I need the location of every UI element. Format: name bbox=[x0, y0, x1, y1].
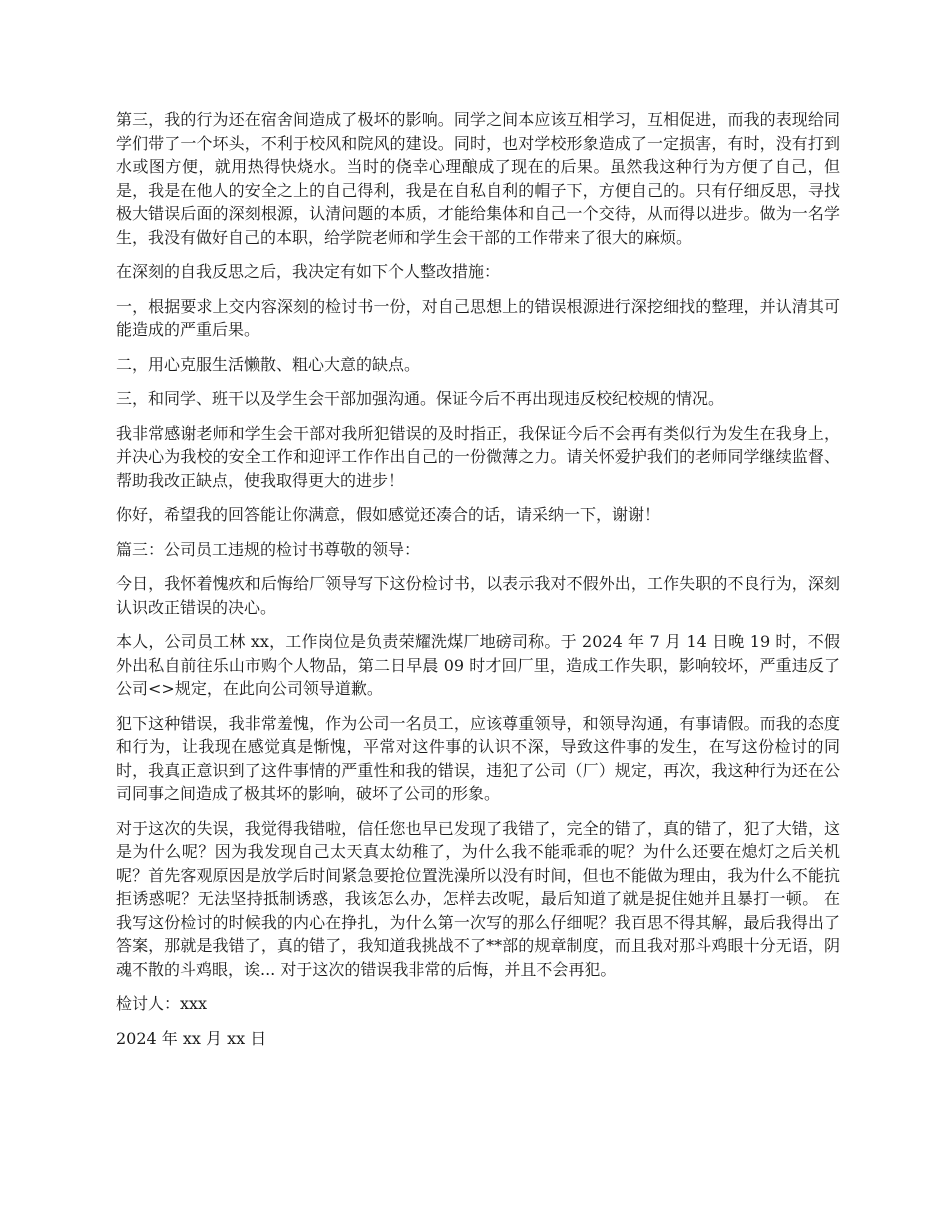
paragraph-measure-1: 一，根据要求上交内容深刻的检讨书一份，对自己思想上的错误根源进行深挖细找的整理，并认清其可能造成的严重后果。 bbox=[116, 296, 840, 339]
paragraph-measure-2: 二，用心克服生活懒散、粗心大意的缺点。 bbox=[116, 354, 421, 374]
paragraph-reflection: 犯下这种错误，我非常羞愧，作为公司一名员工，应该尊重领导，和领导沟通，有事请假。而我的态度和行为，让我现在感觉真是惭愧，平常对这件事的认识不深，导致这件事的发生，在写这份检讨的同时，我真正意识到了这件事情的严重性和我的错误，违犯了公司（厂）规定，再次，我这种行为还在公司同事之间造成了极其坏的影响，破坏了公司的形象。 bbox=[116, 713, 840, 803]
document-body bbox=[116, 108, 840, 1061]
paragraph-incident: 本人，公司员工林 xx，工作岗位是负责荣耀洗煤厂地磅司称。于 2024 年 7 月 14 日晚 19 时，不假外出私自前往乐山市购个人物品，第二日早晨 09 时才回厂里，造成工作失职，影响较坏，严重违反了公司<>规定，在此向公司领导道歉。 bbox=[116, 632, 840, 698]
signature-line: 检讨人：xxx bbox=[116, 994, 208, 1013]
paragraph-reply-note: 你好，希望我的回答能让你满意，假如感觉还凑合的话，请采纳一下，谢谢！ bbox=[116, 505, 661, 524]
paragraph-measures-intro: 在深刻的自我反思之后，我决定有如下个人整改措施： bbox=[116, 262, 501, 281]
paragraph-opening: 今日，我怀着愧疚和后悔给厂领导写下这份检讨书，以表示我对不假外出，工作失职的不良行为，深刻认识改正错误的决心。 bbox=[116, 574, 840, 617]
paragraph-measure-3: 三，和同学、班干以及学生会干部加强沟通。保证今后不再出现违反校纪校规的情况。 bbox=[116, 389, 725, 408]
section-heading-part-three: 篇三：公司员工违规的检讨书尊敬的领导： bbox=[116, 539, 421, 559]
paragraph-dorm-impact: 第三，我的行为还在宿舍间造成了极坏的影响。同学之间本应该互相学习，互相促进，而我的表现给同学们带了一个坏头，不利于校风和院风的建设。同时，也对学校形象造成了一定损害，有时，没有打到水或图方便，就用热得快烧水。当时的侥幸心理酿成了现在的后果。虽然我这种行为方便了自己，但是，我是在他人的安全之上的自己得利，我是在自私自利的帽子下，方便自己的。只有仔细反思，寻找极大错误后面的深刻根源，认清问题的本质，才能给集体和自己一个交待，从而得以进步。做为一名学生，我没有做好自己的本职，给学院老师和学生会干部的工作带来了很大的麻烦。 bbox=[116, 110, 840, 247]
paragraph-thanks: 我非常感谢老师和学生会干部对我所犯错误的及时指正，我保证今后不会再有类似行为发生在我身上，并决心为我校的安全工作和迎评工作作出自己的一份微薄之力。请关怀爱护我们的老师同学继续监督、帮助我改正缺点，使我取得更大的进步！ bbox=[116, 423, 840, 490]
paragraph-mistake: 对于这次的失误，我觉得我错啦，信任您也早已发现了我错了，完全的错了，真的错了，犯了大错，这是为什么呢？因为我发现自己太天真太幼稚了，为什么我不能乖乖的呢？为什么还要在熄灯之后关机呢？首先客观原因是放学后时间紧急要抢位置洗澡所以没有时间，但也不能做为理由，我为什么不能抗拒诱惑呢？无法坚持抵制诱惑，我该怎么办，怎样去改呢，最后知道了就是捉住她并且暴打一顿。 在我写这份检讨的时候我的内心在挣扎，为什么第一次写的那么仔细呢？我百思不得其解，最后我得出了答案，那就是我错了，真的错了，我知道我挑战不了**部的规章制度，而且我对那斗鸡眼十分无语，阴魂不散的斗鸡眼，诶... 对于这次的错误我非常的后悔，并且不会再犯。 bbox=[116, 818, 840, 979]
date-line: 2024 年 xx 月 xx 日 bbox=[116, 1028, 267, 1048]
